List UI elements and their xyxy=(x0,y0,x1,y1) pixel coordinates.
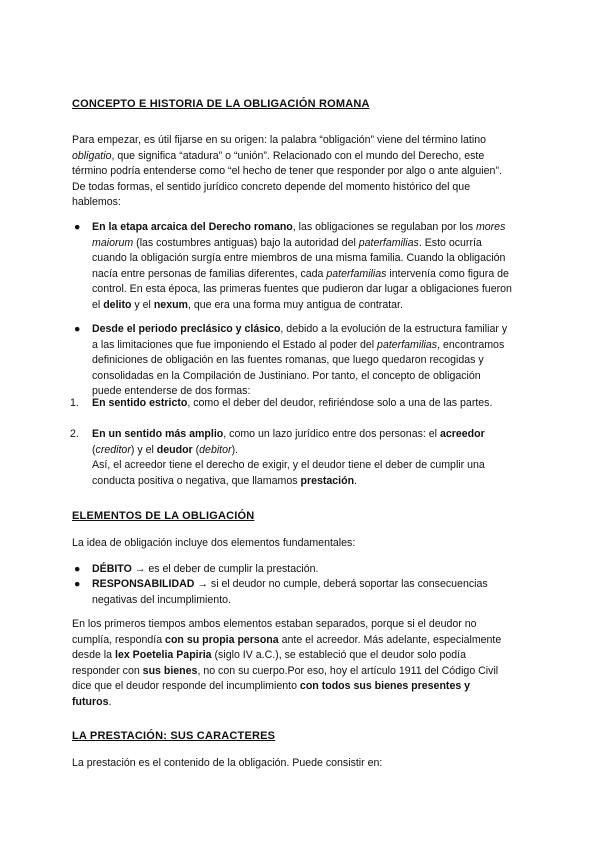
bullet-icon: ● xyxy=(74,323,81,335)
list-item-debito: ● DÉBITO → es el deber de cumplir la prestación. xyxy=(92,562,512,578)
section-title-concepto: CONCEPTO E HISTORIA DE LA OBLIGACIÓN ROMANA xyxy=(72,98,370,110)
bullet-icon: ● xyxy=(74,221,81,233)
list-item-responsabilidad: ● RESPONSABILIDAD → si el deudor no cumple, deberá soportar las consecuencias negativas del incumplimiento. xyxy=(74,578,488,606)
intro-paragraph: Para empezar, es útil fijarse en su origen: la palabra “obligación” viene del término latino obligatio, que significa “atadura” o “unión”. Relacionado con el mundo del Derecho, este término podría entenderse como “el hecho de tener que responder por algo o ante alguien”. De todas formas, el sentido jurídico concreto depende del momento histórico del que hablemos: xyxy=(72,134,502,209)
bullet-icon: ● xyxy=(74,563,81,575)
elementos-intro: La idea de obligación incluye dos elementos fundamentales: xyxy=(72,537,356,549)
list-item-periodo-clasico: ● Desde el periodo preclásico y clásico, debido a la evolución de la estructura familiar y a las limitaciones que fue imponiendo el Estado al poder del paterfamilias, encontramos definiciones de obligación en las fuentes romanas, que luego quedaron recogidas y consolidadas en la Compilación de Justiniano. Por tanto, el concepto de obligación puede entenderse de dos formas: xyxy=(74,323,508,398)
section-title-elementos: ELEMENTOS DE LA OBLIGACIÓN xyxy=(72,510,255,522)
list-number: 2. xyxy=(70,428,79,440)
section-title-prestacion: LA PRESTACIÓN: SUS CARACTERES xyxy=(72,730,276,742)
list-number: 1. xyxy=(70,397,79,409)
numbered-item-sentido-estricto: 1. En sentido estricto, como el deber del deudor, refiriéndose solo a una de las partes. xyxy=(92,396,512,412)
prestacion-intro: La prestación es el contenido de la obligación. Puede consistir en: xyxy=(72,757,383,769)
list-item-etapa-arcaica: ● En la etapa arcaica del Derecho romano, las obligaciones se regulaban por los mores maiorum (las costumbres antiguas) bajo la autoridad del paterfamilias. Esto ocurría cuando la obligación surgía entre miembros de una misma familia. Cuando la obligación nacía entre personas de familias diferentes, cada paterfamilias intervenía como figura de control. En esta época, las primeras fuentes que pudieron dar lugar a obligaciones fueron el delito y el nexum, que era una forma muy antigua de contratar. xyxy=(74,221,512,311)
elementos-paragraph: En los primeros tiempos ambos elementos estaban separados, porque si el deudor no cumplía, respondía con su propia persona ante el acreedor. Más adelante, especialmente desde la lex Poetelia Papiria (siglo IV a.C.), se estableció que el deudor solo podía responder con sus bienes, no con su cuerpo.Por eso, hoy el artículo 1911 del Código Civil dice que el deudor responde del incumplimiento con todos sus bienes presentes y futuros. xyxy=(72,618,502,708)
numbered-item-sentido-amplio: 2. En un sentido más amplio, como un lazo jurídico entre dos personas: el acreedor (creditor) y el deudor (debitor). Así, el acreedor tiene el derecho de exigir, y el deudor tiene el deber de cumplir una conducta positiva o negativa, que llamamos prestación. xyxy=(70,428,485,487)
bullet-icon: ● xyxy=(74,578,81,590)
